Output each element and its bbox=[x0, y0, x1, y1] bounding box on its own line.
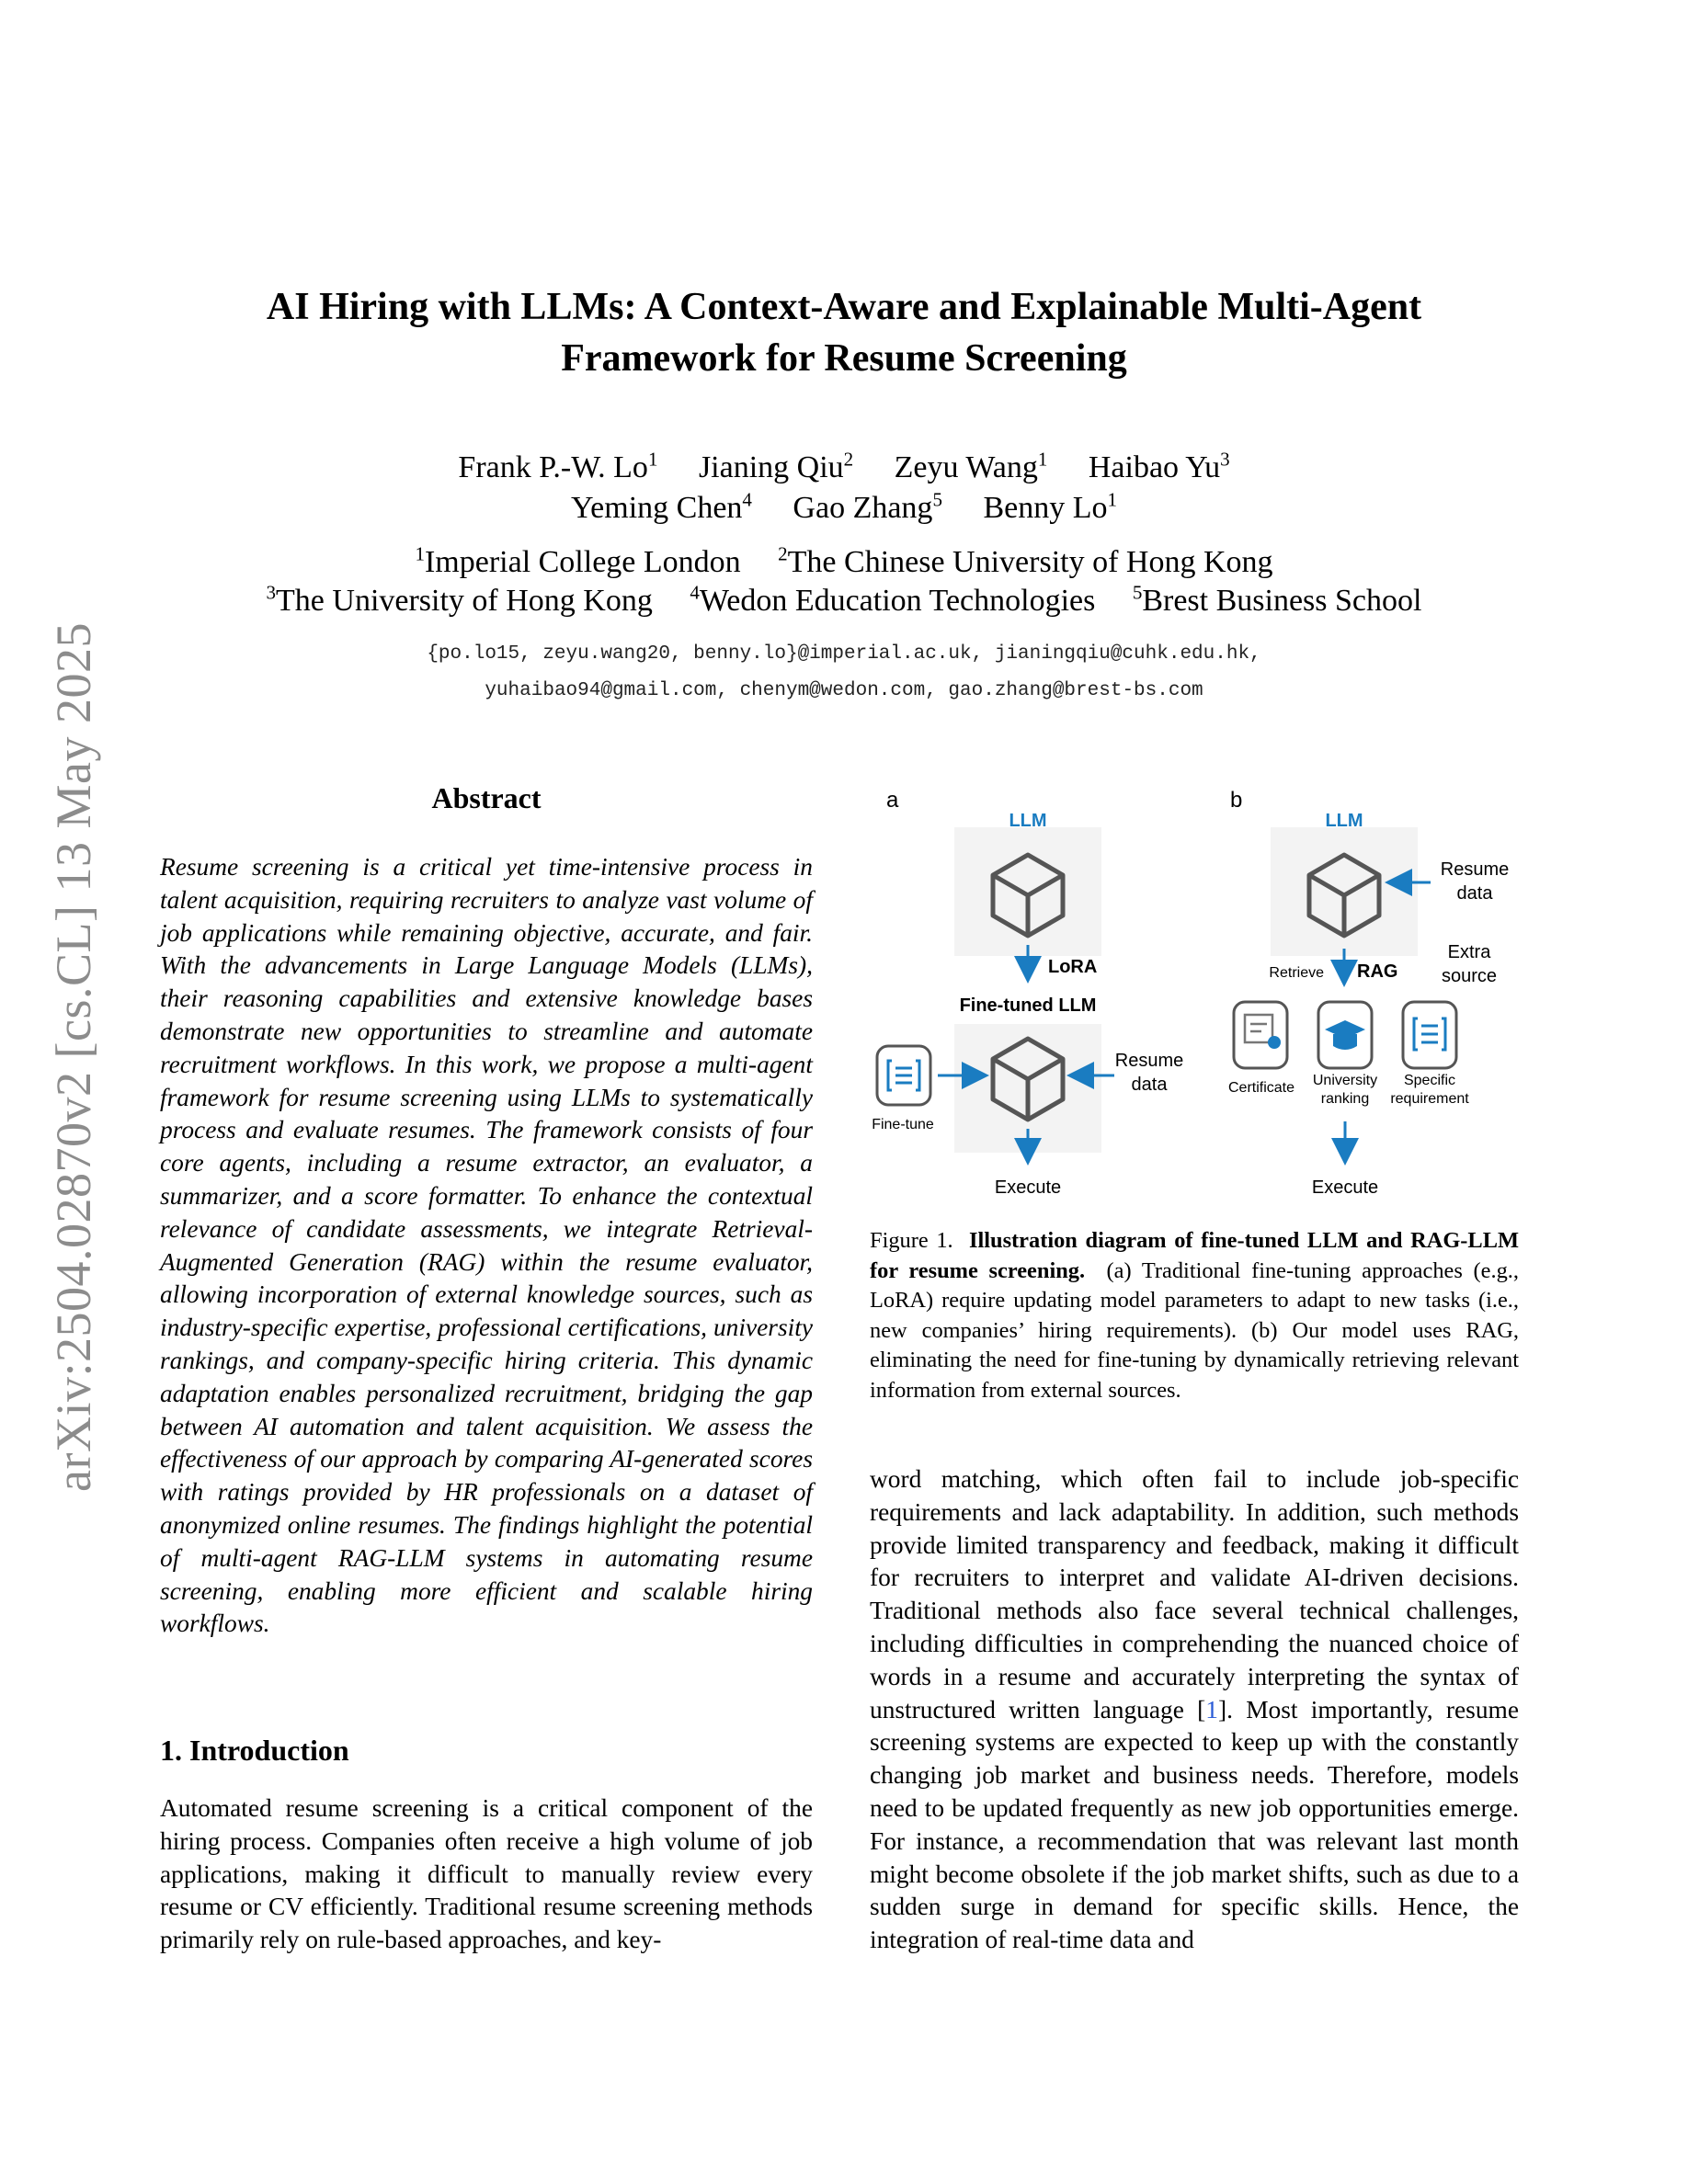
university-line-1: University bbox=[1312, 1073, 1378, 1088]
llm-label-b: LLM bbox=[1325, 811, 1363, 831]
author-emails bbox=[165, 636, 1523, 710]
affiliations-row-2 bbox=[147, 574, 1541, 620]
extra-source-line-1: Extra bbox=[1447, 942, 1491, 962]
execute-b-label: Execute bbox=[1311, 1177, 1379, 1198]
arxiv-stamp bbox=[37, 570, 110, 1544]
citation-link[interactable]: 1 bbox=[1205, 1695, 1218, 1723]
authors-row-2 bbox=[165, 480, 1523, 529]
author: Zeyu Wang$^1$ bbox=[894, 449, 1048, 485]
certificate-icon bbox=[1234, 1002, 1287, 1068]
retrieve-label: Retrieve bbox=[1269, 965, 1324, 981]
resume-data-a-line-1: Resume bbox=[1114, 1051, 1184, 1071]
certificate-label: Certificate bbox=[1227, 1080, 1295, 1096]
figure-1 bbox=[864, 783, 1545, 1206]
caption-text: (a) Traditional fine-tuning approaches (e.g., LoRA) require updating model parameters to adapt to new tasks (i.e., new companies’ hiring requirements). (b) Our model uses RAG, eliminating the need for fine-tuning by dynamically retrieving relevant information from external sources. bbox=[870, 1257, 1519, 1403]
right-text-part-1: word matching, which often fail to include job-specific requirements and lack adaptability. In addition, such methods provide limited transparency and feedback, making it difficult for recruiters to interpret and validate AI-driven decisions. Traditional methods also face several technical challenges, including difficulties in comprehending the nuanced choice of words in a resume and accurately interpreting the syntax of unstructured written language [ bbox=[870, 1465, 1519, 1723]
author: Yeming Chen$^4$ bbox=[571, 489, 752, 526]
paper-title bbox=[165, 281, 1523, 384]
author: Jianing Qiu$^2$ bbox=[698, 449, 854, 485]
abstract-heading: Abstract bbox=[431, 781, 542, 814]
email-line-2: yuhaibao94@gmail.com, chenym@wedon.com, gao.zhang@brest-bs.com bbox=[485, 680, 1203, 701]
resume-data-b-line-2: data bbox=[1456, 883, 1493, 904]
finetune-document-icon bbox=[877, 1046, 930, 1105]
intro-heading: 1. Introduction bbox=[160, 1734, 349, 1767]
caption-bold: Illustration diagram of fine-tuned LLM and RAG-LLM for resume screening. bbox=[870, 1228, 1519, 1283]
intro-text: Automated resume screening is a critical component of the hiring process. Companies often receive a high volume of job applications, making it difficult to manually review every resume or CV efficiently. Traditional resume screening methods primarily rely on rule-based approaches, and key- bbox=[160, 1794, 813, 1954]
specific-line-2: requirement bbox=[1390, 1091, 1469, 1107]
resume-data-a-line-2: data bbox=[1131, 1075, 1168, 1095]
finetune-label: Fine-tune bbox=[872, 1117, 934, 1132]
requirement-document-icon bbox=[1403, 1002, 1456, 1068]
panel-a-label: a bbox=[886, 788, 899, 813]
affiliation: $^5$Brest Business School bbox=[1132, 582, 1422, 619]
author: Haibao Yu$^3$ bbox=[1088, 449, 1230, 485]
llm-label-a: LLM bbox=[1009, 811, 1047, 831]
title-line-2: Framework for Resume Screening bbox=[561, 337, 1127, 380]
extra-source-line-2: source bbox=[1441, 966, 1498, 986]
graduation-cap-icon bbox=[1318, 1002, 1372, 1068]
rag-label: RAG bbox=[1357, 961, 1398, 982]
arxiv-id: arXiv:2504.02870v2 [cs.CL] 13 May 2025 bbox=[46, 622, 101, 1492]
email-line-1: {po.lo15, zeyu.wang20, benny.lo}@imperial.ac.uk, jianingqiu@cuhk.edu.hk, bbox=[427, 643, 1261, 665]
panel-b-label: b bbox=[1230, 788, 1243, 813]
author: Benny Lo$^1$ bbox=[983, 489, 1117, 526]
right-text-part-2: ]. Most importantly, resume screening systems are expected to keep up with the constantly changing job market and business needs. Therefore, models need to be updated frequently as new job opportunities emerge. For instance, a recommendation that was relevant last month might become obsolete if the job market shifts, such as due to a sudden surge in demand for specific skills. Hence, the integration of real-time data and bbox=[870, 1695, 1519, 1954]
affiliation: $^4$Wedon Education Technologies bbox=[690, 582, 1096, 619]
finetuned-llm-label: Fine-tuned LLM bbox=[959, 995, 1097, 1016]
university-line-2: ranking bbox=[1320, 1091, 1370, 1107]
execute-a-label: Execute bbox=[994, 1177, 1062, 1198]
title-line-1: AI Hiring with LLMs: A Context-Aware and Explainable Multi-Agent bbox=[266, 286, 1422, 328]
affiliation: $^3$The University of Hong Kong bbox=[266, 582, 653, 619]
affiliation: $^1$Imperial College London bbox=[415, 543, 741, 580]
abstract-text: Resume screening is a critical yet time-intensive process in talent acquisition, requiring recruiters to analyze vast volume of job applications while remaining objective, accurate, and fair. With the advancements in Large Language Models (LLMs), their reasoning capabilities and extensive knowledge bases demonstrate new opportunities to streamline and automate recruitment workflows. In this work, we propose a multi-agent framework for resume screening using LLMs to systematically process and evaluate resumes. The framework consists of four core agents, including a resume extractor, an evaluator, a summarizer, and a score formatter. To enhance the contextual relevance of candidate assessments, we integrate Retrieval-Augmented Generation (RAG) within the resume evaluator, allowing incorporation of external knowledge sources, such as industry-specific expertise, professional certifications, university rankings, and company-specific hiring criteria. This dynamic adaptation enables personalized recruitment, bridging the gap between AI automation and talent acquisition. We assess the effectiveness of our approach by comparing AI-generated scores with ratings provided by HR professionals on a dataset of anonymized online resumes. The findings highlight the potential of multi-agent RAG-LLM systems in automating resume screening, enabling more efficient and scalable hiring workflows. bbox=[160, 853, 813, 1638]
right-column-text bbox=[870, 1463, 1519, 1957]
author: Frank P.-W. Lo$^1$ bbox=[458, 449, 658, 485]
author: Gao Zhang$^5$ bbox=[793, 489, 942, 526]
specific-line-1: Specific bbox=[1403, 1073, 1456, 1088]
resume-data-b-line-1: Resume bbox=[1440, 859, 1510, 880]
affiliation: $^2$The Chinese University of Hong Kong bbox=[778, 543, 1273, 580]
caption-prefix: Figure 1. bbox=[870, 1228, 953, 1253]
figure-1-diagram bbox=[864, 783, 1545, 1206]
lora-label: LoRA bbox=[1048, 957, 1098, 977]
figure-1-caption bbox=[870, 1226, 1519, 1405]
